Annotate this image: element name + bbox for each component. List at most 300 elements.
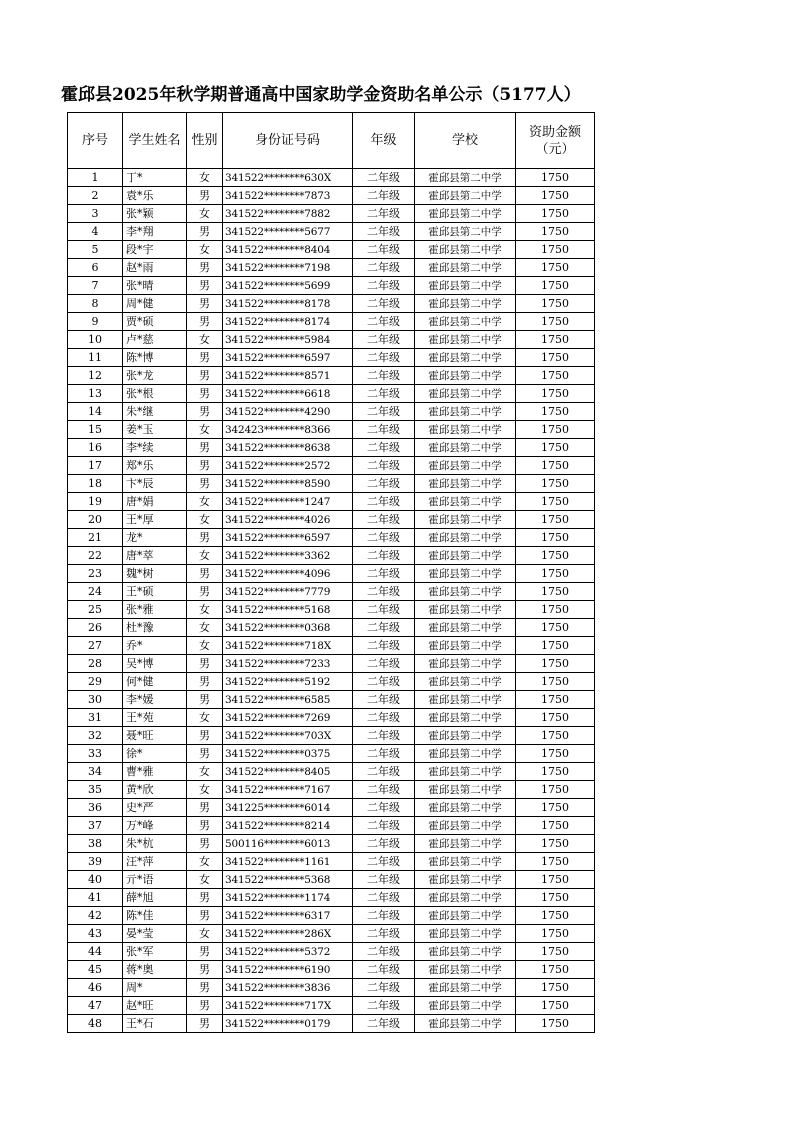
- cell-gender: 男: [187, 223, 223, 241]
- cell-amount: 1750: [516, 655, 595, 673]
- cell-seq: 43: [68, 925, 123, 943]
- table-row: [68, 961, 595, 979]
- cell-amount: 1750: [516, 439, 595, 457]
- cell-student-name: 王*厚: [123, 511, 187, 529]
- cell-amount: 1750: [516, 277, 595, 295]
- table-row: [68, 943, 595, 961]
- table-row: [68, 277, 595, 295]
- page-title: 霍邱县2025年秋学期普通高中国家助学金资助名单公示（5177人）: [61, 85, 581, 105]
- cell-grade: 二年级: [353, 709, 415, 727]
- cell-school: 霍邱县第二中学: [415, 295, 516, 313]
- cell-seq: 10: [68, 331, 123, 349]
- cell-seq: 13: [68, 385, 123, 403]
- cell-student-name: 张*根: [123, 385, 187, 403]
- cell-id-number: 341522********6317: [223, 907, 353, 925]
- cell-id-number: 341522********8405: [223, 763, 353, 781]
- table-row: [68, 925, 595, 943]
- cell-gender: 女: [187, 619, 223, 637]
- cell-student-name: 吴*博: [123, 655, 187, 673]
- cell-grade: 二年级: [353, 637, 415, 655]
- cell-amount: 1750: [516, 745, 595, 763]
- table-row: [68, 241, 595, 259]
- table-row: [68, 169, 595, 187]
- cell-gender: 男: [187, 907, 223, 925]
- table-row: [68, 493, 595, 511]
- cell-school: 霍邱县第二中学: [415, 529, 516, 547]
- cell-amount: 1750: [516, 979, 595, 997]
- cell-amount: 1750: [516, 691, 595, 709]
- cell-id-number: 341522********8174: [223, 313, 353, 331]
- cell-student-name: 姜*玉: [123, 421, 187, 439]
- cell-seq: 11: [68, 349, 123, 367]
- cell-grade: 二年级: [353, 943, 415, 961]
- table-row: [68, 889, 595, 907]
- cell-amount: 1750: [516, 943, 595, 961]
- table-row: [68, 295, 595, 313]
- cell-student-name: 郑*乐: [123, 457, 187, 475]
- cell-amount: 1750: [516, 349, 595, 367]
- cell-grade: 二年级: [353, 655, 415, 673]
- cell-student-name: 赵*旺: [123, 997, 187, 1015]
- cell-gender: 女: [187, 853, 223, 871]
- cell-student-name: 张*晴: [123, 277, 187, 295]
- cell-grade: 二年级: [353, 871, 415, 889]
- cell-gender: 男: [187, 565, 223, 583]
- cell-grade: 二年级: [353, 223, 415, 241]
- cell-student-name: 杜*豫: [123, 619, 187, 637]
- cell-gender: 男: [187, 457, 223, 475]
- cell-seq: 6: [68, 259, 123, 277]
- cell-id-number: 341522********5372: [223, 943, 353, 961]
- cell-grade: 二年级: [353, 925, 415, 943]
- cell-id-number: 341522********7779: [223, 583, 353, 601]
- cell-amount: 1750: [516, 835, 595, 853]
- table-row: [68, 745, 595, 763]
- cell-amount: 1750: [516, 187, 595, 205]
- cell-gender: 男: [187, 817, 223, 835]
- cell-student-name: 唐*萃: [123, 547, 187, 565]
- table-row: [68, 367, 595, 385]
- cell-gender: 男: [187, 889, 223, 907]
- cell-seq: 22: [68, 547, 123, 565]
- cell-amount: 1750: [516, 817, 595, 835]
- cell-student-name: 李*媛: [123, 691, 187, 709]
- cell-gender: 男: [187, 277, 223, 295]
- cell-grade: 二年级: [353, 583, 415, 601]
- cell-seq: 48: [68, 1015, 123, 1033]
- cell-grade: 二年级: [353, 457, 415, 475]
- cell-school: 霍邱县第二中学: [415, 277, 516, 295]
- cell-school: 霍邱县第二中学: [415, 871, 516, 889]
- cell-seq: 47: [68, 997, 123, 1015]
- cell-id-number: 341522********6585: [223, 691, 353, 709]
- table-row: [68, 457, 595, 475]
- cell-seq: 2: [68, 187, 123, 205]
- cell-id-number: 341522********5368: [223, 871, 353, 889]
- table-row: [68, 331, 595, 349]
- table-row: [68, 835, 595, 853]
- table-row: [68, 205, 595, 223]
- table-row: [68, 979, 595, 997]
- cell-seq: 34: [68, 763, 123, 781]
- cell-seq: 25: [68, 601, 123, 619]
- cell-grade: 二年级: [353, 691, 415, 709]
- cell-school: 霍邱县第二中学: [415, 727, 516, 745]
- cell-grade: 二年级: [353, 277, 415, 295]
- cell-grade: 二年级: [353, 547, 415, 565]
- cell-grade: 二年级: [353, 889, 415, 907]
- header-id-number: 身份证号码: [223, 113, 353, 169]
- cell-gender: 男: [187, 745, 223, 763]
- cell-student-name: 李*续: [123, 439, 187, 457]
- cell-id-number: 341522********4026: [223, 511, 353, 529]
- cell-student-name: 贾*硕: [123, 313, 187, 331]
- cell-amount: 1750: [516, 763, 595, 781]
- cell-school: 霍邱县第二中学: [415, 367, 516, 385]
- cell-student-name: 何*健: [123, 673, 187, 691]
- cell-grade: 二年级: [353, 295, 415, 313]
- cell-id-number: 341522********4290: [223, 403, 353, 421]
- cell-amount: 1750: [516, 997, 595, 1015]
- header-name: 学生姓名: [123, 113, 187, 169]
- cell-student-name: 李*翔: [123, 223, 187, 241]
- cell-gender: 男: [187, 943, 223, 961]
- cell-grade: 二年级: [353, 529, 415, 547]
- table-row: [68, 637, 595, 655]
- cell-grade: 二年级: [353, 439, 415, 457]
- cell-amount: 1750: [516, 295, 595, 313]
- cell-id-number: 341522********6597: [223, 529, 353, 547]
- cell-student-name: 龙*: [123, 529, 187, 547]
- cell-seq: 28: [68, 655, 123, 673]
- cell-school: 霍邱县第二中学: [415, 187, 516, 205]
- cell-grade: 二年级: [353, 781, 415, 799]
- cell-school: 霍邱县第二中学: [415, 943, 516, 961]
- cell-amount: 1750: [516, 367, 595, 385]
- cell-student-name: 王*硕: [123, 583, 187, 601]
- cell-grade: 二年级: [353, 673, 415, 691]
- cell-grade: 二年级: [353, 745, 415, 763]
- table-row: [68, 187, 595, 205]
- cell-amount: 1750: [516, 457, 595, 475]
- cell-id-number: 341522********8214: [223, 817, 353, 835]
- cell-student-name: 乔*: [123, 637, 187, 655]
- table-row: [68, 673, 595, 691]
- cell-id-number: 341522********8571: [223, 367, 353, 385]
- cell-id-number: 341522********8178: [223, 295, 353, 313]
- cell-school: 霍邱县第二中学: [415, 799, 516, 817]
- cell-gender: 男: [187, 979, 223, 997]
- cell-grade: 二年级: [353, 1015, 415, 1033]
- cell-id-number: 341522********286X: [223, 925, 353, 943]
- cell-gender: 女: [187, 871, 223, 889]
- cell-grade: 二年级: [353, 205, 415, 223]
- cell-seq: 26: [68, 619, 123, 637]
- cell-gender: 女: [187, 421, 223, 439]
- cell-student-name: 徐*: [123, 745, 187, 763]
- cell-seq: 42: [68, 907, 123, 925]
- cell-seq: 38: [68, 835, 123, 853]
- table-row: [68, 601, 595, 619]
- cell-amount: 1750: [516, 583, 595, 601]
- cell-student-name: 周*健: [123, 295, 187, 313]
- cell-student-name: 魏*树: [123, 565, 187, 583]
- cell-id-number: 341522********3836: [223, 979, 353, 997]
- table-row: [68, 997, 595, 1015]
- cell-gender: 男: [187, 385, 223, 403]
- cell-grade: 二年级: [353, 799, 415, 817]
- cell-amount: 1750: [516, 907, 595, 925]
- cell-gender: 男: [187, 475, 223, 493]
- cell-gender: 男: [187, 295, 223, 313]
- table-row: [68, 655, 595, 673]
- cell-id-number: 341522********6190: [223, 961, 353, 979]
- cell-student-name: 张*雅: [123, 601, 187, 619]
- cell-amount: 1750: [516, 799, 595, 817]
- cell-seq: 4: [68, 223, 123, 241]
- cell-grade: 二年级: [353, 259, 415, 277]
- cell-gender: 女: [187, 637, 223, 655]
- cell-school: 霍邱县第二中学: [415, 1015, 516, 1033]
- cell-grade: 二年级: [353, 565, 415, 583]
- header-amount-line2: （元）: [535, 141, 575, 157]
- cell-seq: 7: [68, 277, 123, 295]
- header-seq: 序号: [68, 113, 123, 169]
- cell-id-number: 341225********6014: [223, 799, 353, 817]
- cell-student-name: 晏*莹: [123, 925, 187, 943]
- cell-id-number: 341522********1161: [223, 853, 353, 871]
- cell-student-name: 聂*旺: [123, 727, 187, 745]
- cell-seq: 12: [68, 367, 123, 385]
- cell-amount: 1750: [516, 727, 595, 745]
- cell-seq: 30: [68, 691, 123, 709]
- cell-gender: 男: [187, 727, 223, 745]
- cell-student-name: 张*龙: [123, 367, 187, 385]
- cell-school: 霍邱县第二中学: [415, 907, 516, 925]
- cell-grade: 二年级: [353, 763, 415, 781]
- cell-id-number: 341522********8404: [223, 241, 353, 259]
- cell-amount: 1750: [516, 889, 595, 907]
- cell-seq: 9: [68, 313, 123, 331]
- cell-seq: 39: [68, 853, 123, 871]
- table-row: [68, 529, 595, 547]
- table-row: [68, 799, 595, 817]
- cell-school: 霍邱县第二中学: [415, 169, 516, 187]
- cell-seq: 16: [68, 439, 123, 457]
- cell-school: 霍邱县第二中学: [415, 889, 516, 907]
- cell-amount: 1750: [516, 259, 595, 277]
- table-row: [68, 781, 595, 799]
- cell-grade: 二年级: [353, 403, 415, 421]
- cell-gender: 女: [187, 763, 223, 781]
- cell-seq: 20: [68, 511, 123, 529]
- cell-id-number: 341522********630X: [223, 169, 353, 187]
- table-row: [68, 1015, 595, 1033]
- table-row: [68, 691, 595, 709]
- cell-amount: 1750: [516, 961, 595, 979]
- cell-school: 霍邱县第二中学: [415, 439, 516, 457]
- cell-amount: 1750: [516, 925, 595, 943]
- cell-amount: 1750: [516, 601, 595, 619]
- cell-student-name: 唐*娟: [123, 493, 187, 511]
- cell-grade: 二年级: [353, 817, 415, 835]
- cell-id-number: 341522********7873: [223, 187, 353, 205]
- cell-school: 霍邱县第二中学: [415, 691, 516, 709]
- cell-seq: 8: [68, 295, 123, 313]
- cell-student-name: 卞*辰: [123, 475, 187, 493]
- cell-student-name: 朱*杭: [123, 835, 187, 853]
- cell-student-name: 薛*旭: [123, 889, 187, 907]
- cell-gender: 男: [187, 835, 223, 853]
- cell-gender: 男: [187, 187, 223, 205]
- cell-id-number: 341522********1247: [223, 493, 353, 511]
- cell-id-number: 341522********7167: [223, 781, 353, 799]
- cell-id-number: 500116********6013: [223, 835, 353, 853]
- cell-amount: 1750: [516, 853, 595, 871]
- cell-gender: 男: [187, 367, 223, 385]
- cell-amount: 1750: [516, 619, 595, 637]
- cell-gender: 女: [187, 169, 223, 187]
- cell-grade: 二年级: [353, 727, 415, 745]
- cell-seq: 17: [68, 457, 123, 475]
- cell-student-name: 张*颖: [123, 205, 187, 223]
- cell-id-number: 342423********8366: [223, 421, 353, 439]
- cell-school: 霍邱县第二中学: [415, 511, 516, 529]
- cell-amount: 1750: [516, 547, 595, 565]
- cell-school: 霍邱县第二中学: [415, 817, 516, 835]
- cell-seq: 15: [68, 421, 123, 439]
- cell-school: 霍邱县第二中学: [415, 997, 516, 1015]
- cell-id-number: 341522********3362: [223, 547, 353, 565]
- cell-school: 霍邱县第二中学: [415, 583, 516, 601]
- cell-school: 霍邱县第二中学: [415, 565, 516, 583]
- cell-seq: 24: [68, 583, 123, 601]
- cell-student-name: 陈*佳: [123, 907, 187, 925]
- cell-id-number: 341522********7269: [223, 709, 353, 727]
- cell-id-number: 341522********7233: [223, 655, 353, 673]
- cell-grade: 二年级: [353, 961, 415, 979]
- cell-grade: 二年级: [353, 313, 415, 331]
- cell-school: 霍邱县第二中学: [415, 403, 516, 421]
- cell-amount: 1750: [516, 493, 595, 511]
- cell-seq: 1: [68, 169, 123, 187]
- cell-gender: 女: [187, 601, 223, 619]
- cell-id-number: 341522********5677: [223, 223, 353, 241]
- cell-amount: 1750: [516, 781, 595, 799]
- cell-student-name: 曹*雅: [123, 763, 187, 781]
- cell-amount: 1750: [516, 475, 595, 493]
- cell-gender: 女: [187, 781, 223, 799]
- table-row: [68, 403, 595, 421]
- cell-id-number: 341522********6618: [223, 385, 353, 403]
- cell-gender: 女: [187, 241, 223, 259]
- cell-gender: 男: [187, 439, 223, 457]
- cell-amount: 1750: [516, 511, 595, 529]
- cell-gender: 男: [187, 529, 223, 547]
- cell-amount: 1750: [516, 565, 595, 583]
- table-row: [68, 565, 595, 583]
- table-row: [68, 583, 595, 601]
- cell-student-name: 亓*语: [123, 871, 187, 889]
- cell-seq: 35: [68, 781, 123, 799]
- cell-grade: 二年级: [353, 907, 415, 925]
- table-row: [68, 439, 595, 457]
- cell-student-name: 周*: [123, 979, 187, 997]
- cell-school: 霍邱县第二中学: [415, 745, 516, 763]
- cell-id-number: 341522********8638: [223, 439, 353, 457]
- cell-grade: 二年级: [353, 421, 415, 439]
- table-row: [68, 817, 595, 835]
- cell-id-number: 341522********717X: [223, 997, 353, 1015]
- cell-seq: 5: [68, 241, 123, 259]
- cell-gender: 女: [187, 493, 223, 511]
- table-row: [68, 907, 595, 925]
- cell-school: 霍邱县第二中学: [415, 619, 516, 637]
- cell-seq: 29: [68, 673, 123, 691]
- cell-id-number: 341522********5699: [223, 277, 353, 295]
- cell-grade: 二年级: [353, 511, 415, 529]
- cell-amount: 1750: [516, 673, 595, 691]
- cell-school: 霍邱县第二中学: [415, 763, 516, 781]
- cell-amount: 1750: [516, 331, 595, 349]
- cell-grade: 二年级: [353, 169, 415, 187]
- cell-id-number: 341522********5168: [223, 601, 353, 619]
- cell-id-number: 341522********1174: [223, 889, 353, 907]
- cell-school: 霍邱县第二中学: [415, 979, 516, 997]
- cell-id-number: 341522********0179: [223, 1015, 353, 1033]
- cell-student-name: 段*宇: [123, 241, 187, 259]
- cell-school: 霍邱县第二中学: [415, 853, 516, 871]
- cell-id-number: 341522********2572: [223, 457, 353, 475]
- table-row: [68, 223, 595, 241]
- header-grade: 年级: [353, 113, 415, 169]
- cell-school: 霍邱县第二中学: [415, 241, 516, 259]
- table-row: [68, 619, 595, 637]
- cell-seq: 45: [68, 961, 123, 979]
- cell-id-number: 341522********6597: [223, 349, 353, 367]
- cell-student-name: 万*峰: [123, 817, 187, 835]
- cell-gender: 男: [187, 349, 223, 367]
- cell-school: 霍邱县第二中学: [415, 673, 516, 691]
- cell-grade: 二年级: [353, 853, 415, 871]
- cell-school: 霍邱县第二中学: [415, 493, 516, 511]
- cell-student-name: 王*苑: [123, 709, 187, 727]
- table-row: [68, 727, 595, 745]
- cell-amount: 1750: [516, 421, 595, 439]
- cell-grade: 二年级: [353, 835, 415, 853]
- cell-gender: 女: [187, 205, 223, 223]
- cell-amount: 1750: [516, 313, 595, 331]
- cell-seq: 27: [68, 637, 123, 655]
- cell-grade: 二年级: [353, 241, 415, 259]
- cell-gender: 男: [187, 655, 223, 673]
- cell-grade: 二年级: [353, 475, 415, 493]
- cell-amount: 1750: [516, 241, 595, 259]
- cell-gender: 女: [187, 511, 223, 529]
- cell-gender: 男: [187, 259, 223, 277]
- cell-amount: 1750: [516, 1015, 595, 1033]
- cell-gender: 男: [187, 691, 223, 709]
- cell-id-number: 341522********703X: [223, 727, 353, 745]
- cell-id-number: 341522********0368: [223, 619, 353, 637]
- cell-seq: 18: [68, 475, 123, 493]
- cell-gender: 女: [187, 331, 223, 349]
- cell-seq: 14: [68, 403, 123, 421]
- table-row: [68, 709, 595, 727]
- cell-school: 霍邱县第二中学: [415, 259, 516, 277]
- cell-seq: 23: [68, 565, 123, 583]
- cell-gender: 男: [187, 799, 223, 817]
